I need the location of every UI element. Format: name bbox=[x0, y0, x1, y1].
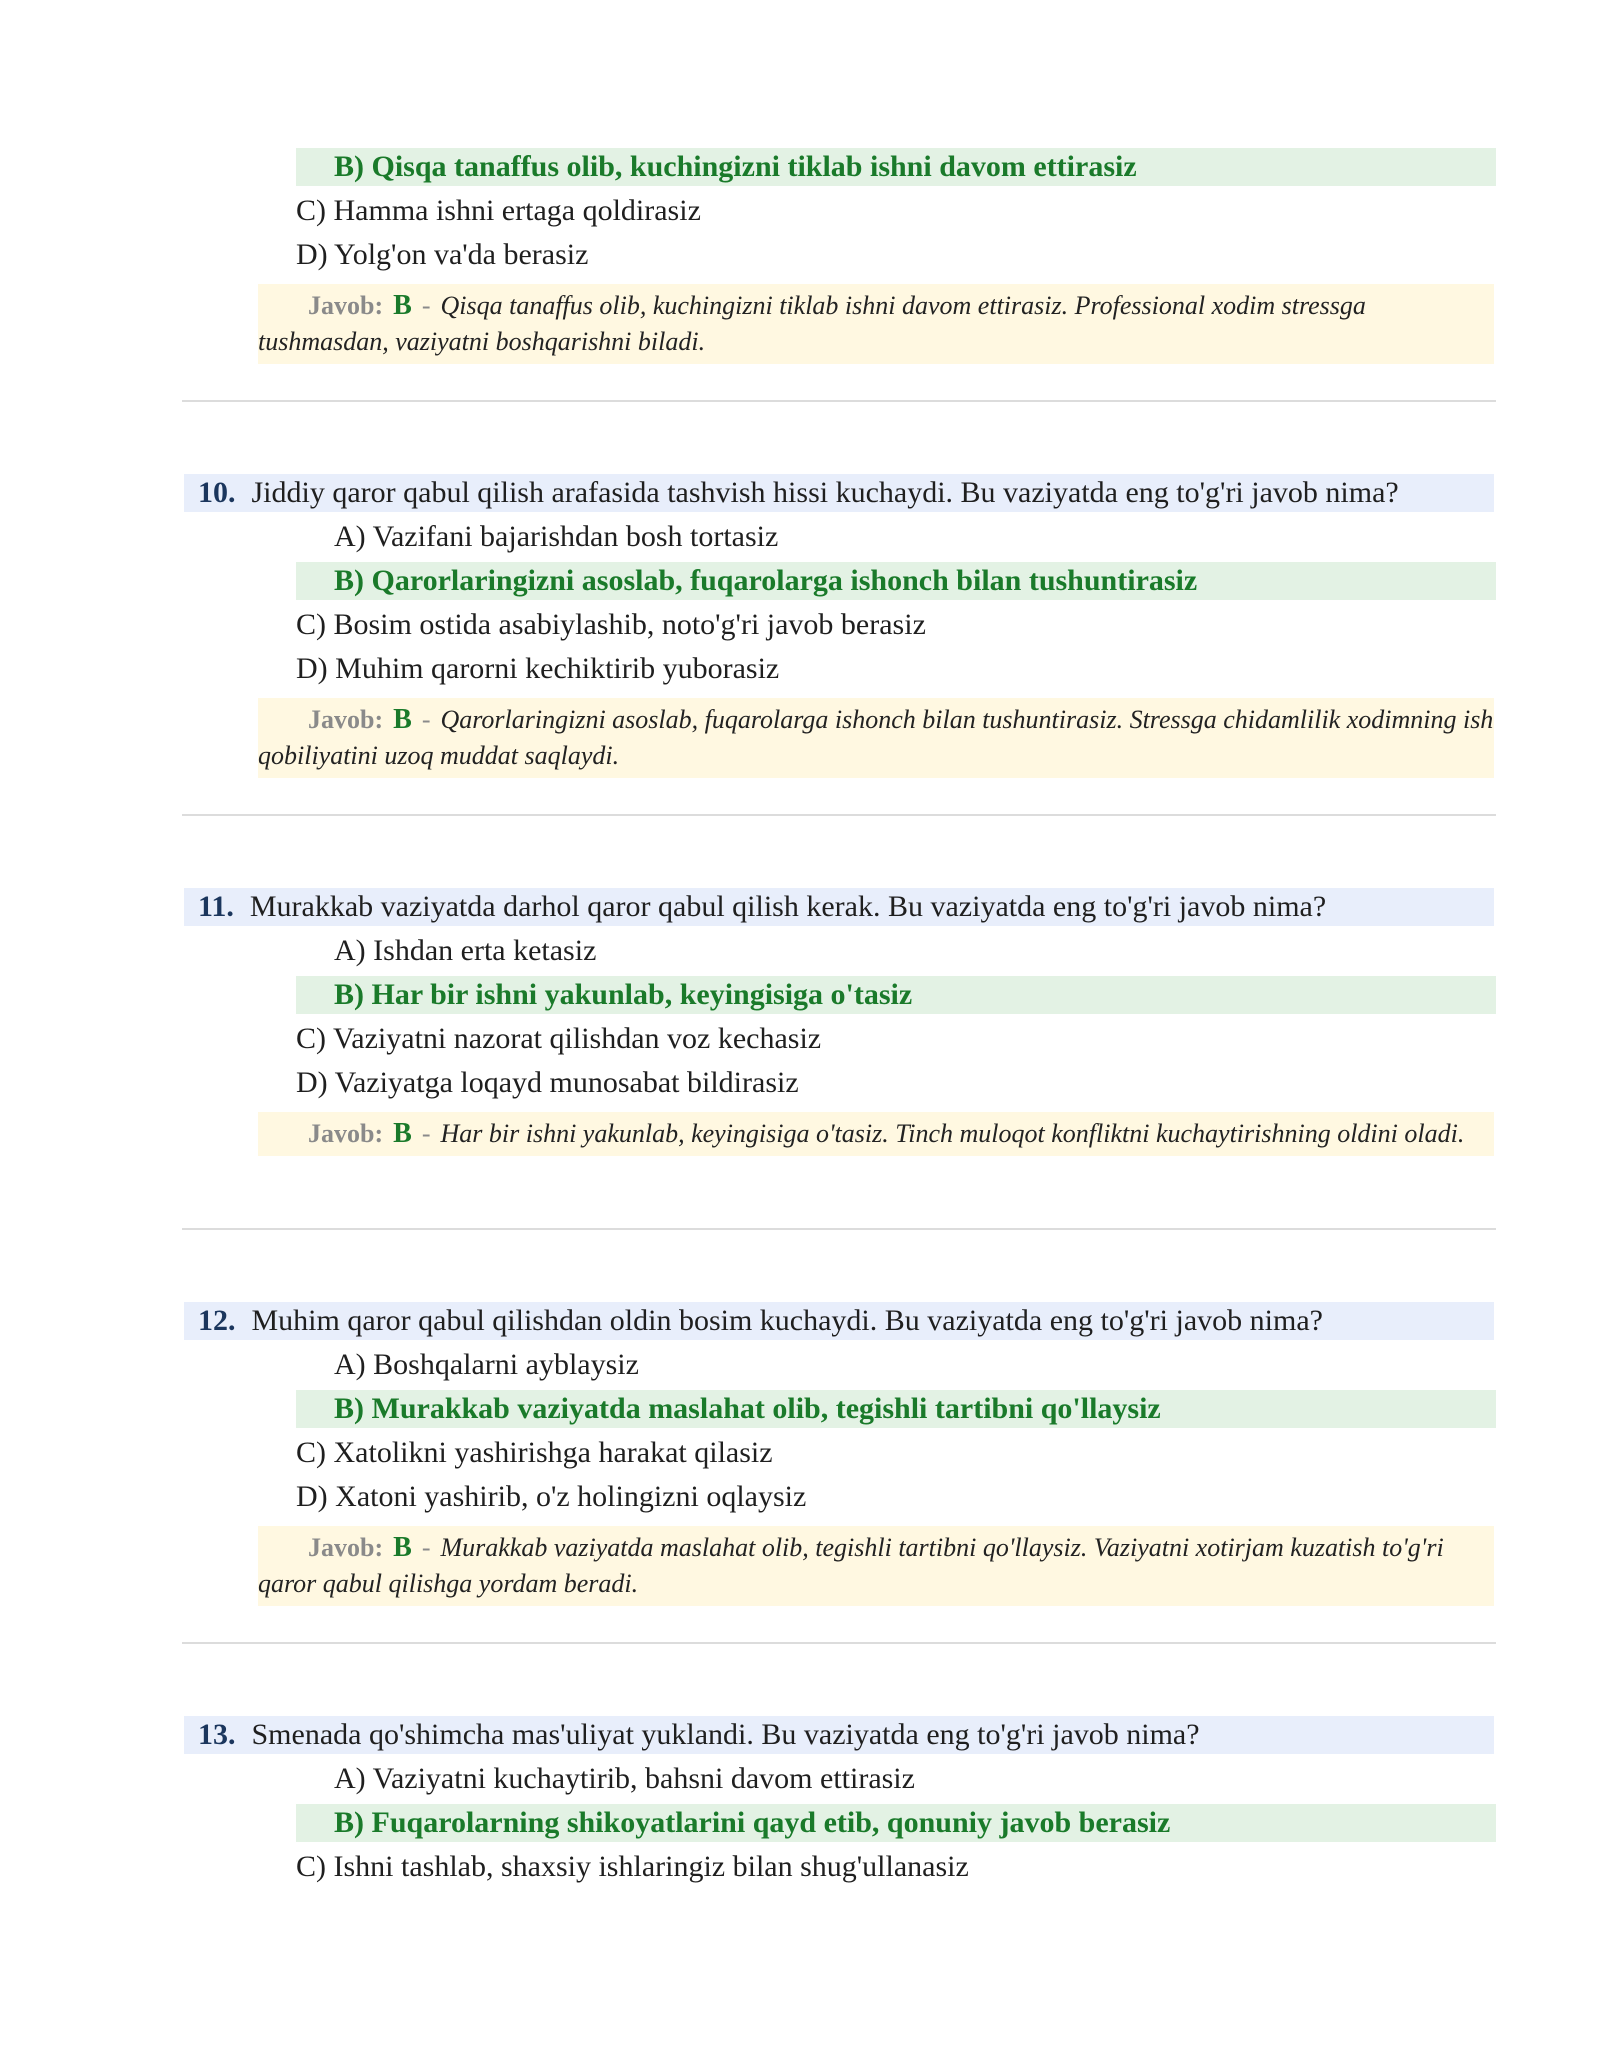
question-number: 12. bbox=[198, 1304, 236, 1337]
answer-explanation: Qarorlaringizni asoslab, fuqarolarga ishonch bilan tushuntirasiz. Stressga chidamlilik xodimning ish qobiliyatini uzoq muddat saqlaydi. bbox=[258, 705, 1494, 770]
question-13-header bbox=[184, 1716, 1494, 1754]
option-a: A) Boshqalarni ayblaysiz bbox=[334, 1348, 639, 1381]
answer-label: Javob: bbox=[308, 291, 384, 320]
option-c: C) Ishni tashlab, shaxsiy ishlaringiz bilan shug'ullanasiz bbox=[296, 1850, 969, 1883]
answer-box bbox=[258, 1112, 1494, 1156]
answer-letter: B bbox=[393, 704, 412, 735]
question-number: 10. bbox=[198, 476, 236, 509]
answer-explanation: Murakkab vaziyatda maslahat olib, tegishli tartibni qo'llaysiz. Vaziyatni xotirjam kuzatish to'g'ri qaror qabul qilishga yordam beradi. bbox=[258, 1533, 1444, 1598]
answer-dash: - bbox=[421, 291, 431, 320]
option-b-correct: B) Qarorlaringizni asoslab, fuqarolarga ishonch bilan tushuntirasiz bbox=[296, 562, 1496, 600]
option-c: C) Hamma ishni ertaga qoldirasiz bbox=[296, 194, 701, 227]
answer-dash: - bbox=[421, 705, 431, 734]
option-c: C) Vaziyatni nazorat qilishdan voz kechasiz bbox=[296, 1022, 822, 1055]
question-10-header bbox=[184, 474, 1494, 512]
answer-letter: B bbox=[393, 290, 412, 321]
option-c: C) Xatolikni yashirishga harakat qilasiz bbox=[296, 1436, 773, 1469]
question-text: Muhim qaror qabul qilishdan oldin bosim kuchaydi. Bu vaziyatda eng to'g'ri javob nima? bbox=[251, 1304, 1323, 1337]
question-text: Murakkab vaziyatda darhol qaror qabul qilish kerak. Bu vaziyatda eng to'g'ri javob nima? bbox=[249, 890, 1327, 923]
answer-letter: B bbox=[393, 1532, 412, 1563]
answer-box bbox=[258, 1526, 1494, 1606]
option-a: A) Ishdan erta ketasiz bbox=[334, 934, 597, 967]
option-a: A) Vazifani bajarishdan bosh tortasiz bbox=[334, 520, 779, 553]
option-b-correct: B) Har bir ishni yakunlab, keyingisiga o'tasiz bbox=[296, 976, 1496, 1014]
option-b-correct: B) Qisqa tanaffus olib, kuchingizni tiklab ishni davom ettirasiz bbox=[296, 148, 1496, 186]
option-d: D) Yolg'on va'da berasiz bbox=[296, 238, 589, 271]
question-12-header bbox=[184, 1302, 1494, 1340]
answer-label: Javob: bbox=[308, 1533, 384, 1562]
answer-dash: - bbox=[421, 1119, 431, 1148]
separator bbox=[182, 814, 1496, 816]
option-d: D) Vaziyatga loqayd munosabat bildirasiz bbox=[296, 1066, 799, 1099]
option-a: A) Vaziyatni kuchaytirib, bahsni davom ettirasiz bbox=[334, 1762, 915, 1795]
option-b-correct: B) Fuqarolarning shikoyatlarini qayd etib, qonuniy javob berasiz bbox=[296, 1804, 1496, 1842]
answer-label: Javob: bbox=[308, 705, 384, 734]
option-d: D) Muhim qarorni kechiktirib yuborasiz bbox=[296, 652, 780, 685]
question-text: Smenada qo'shimcha mas'uliyat yuklandi. Bu vaziyatda eng to'g'ri javob nima? bbox=[251, 1718, 1200, 1751]
answer-dash: - bbox=[421, 1533, 431, 1562]
separator bbox=[182, 1642, 1496, 1644]
answer-letter: B bbox=[393, 1118, 412, 1149]
question-number: 13. bbox=[198, 1718, 236, 1751]
answer-box bbox=[258, 284, 1494, 364]
answer-box bbox=[258, 698, 1494, 778]
question-number: 11. bbox=[198, 890, 234, 923]
answer-explanation: Har bir ishni yakunlab, keyingisiga o'tasiz. Tinch muloqot konfliktni kuchaytirishning oldini oladi. bbox=[440, 1119, 1465, 1148]
question-text: Jiddiy qaror qabul qilish arafasida tashvish hissi kuchaydi. Bu vaziyatda eng to'g'ri javob nima? bbox=[251, 476, 1399, 509]
question-11-header bbox=[184, 888, 1494, 926]
answer-label: Javob: bbox=[308, 1119, 384, 1148]
separator bbox=[182, 400, 1496, 402]
separator bbox=[182, 1228, 1496, 1230]
option-b-correct: B) Murakkab vaziyatda maslahat olib, tegishli tartibni qo'llaysiz bbox=[296, 1390, 1496, 1428]
option-d: D) Xatoni yashirib, o'z holingizni oqlaysiz bbox=[296, 1480, 807, 1513]
option-c: C) Bosim ostida asabiylashib, noto'g'ri javob berasiz bbox=[296, 608, 926, 641]
answer-explanation: Qisqa tanaffus olib, kuchingizni tiklab ishni davom ettirasiz. Professional xodim stressga tushmasdan, vaziyatni boshqarishni biladi. bbox=[258, 291, 1366, 356]
